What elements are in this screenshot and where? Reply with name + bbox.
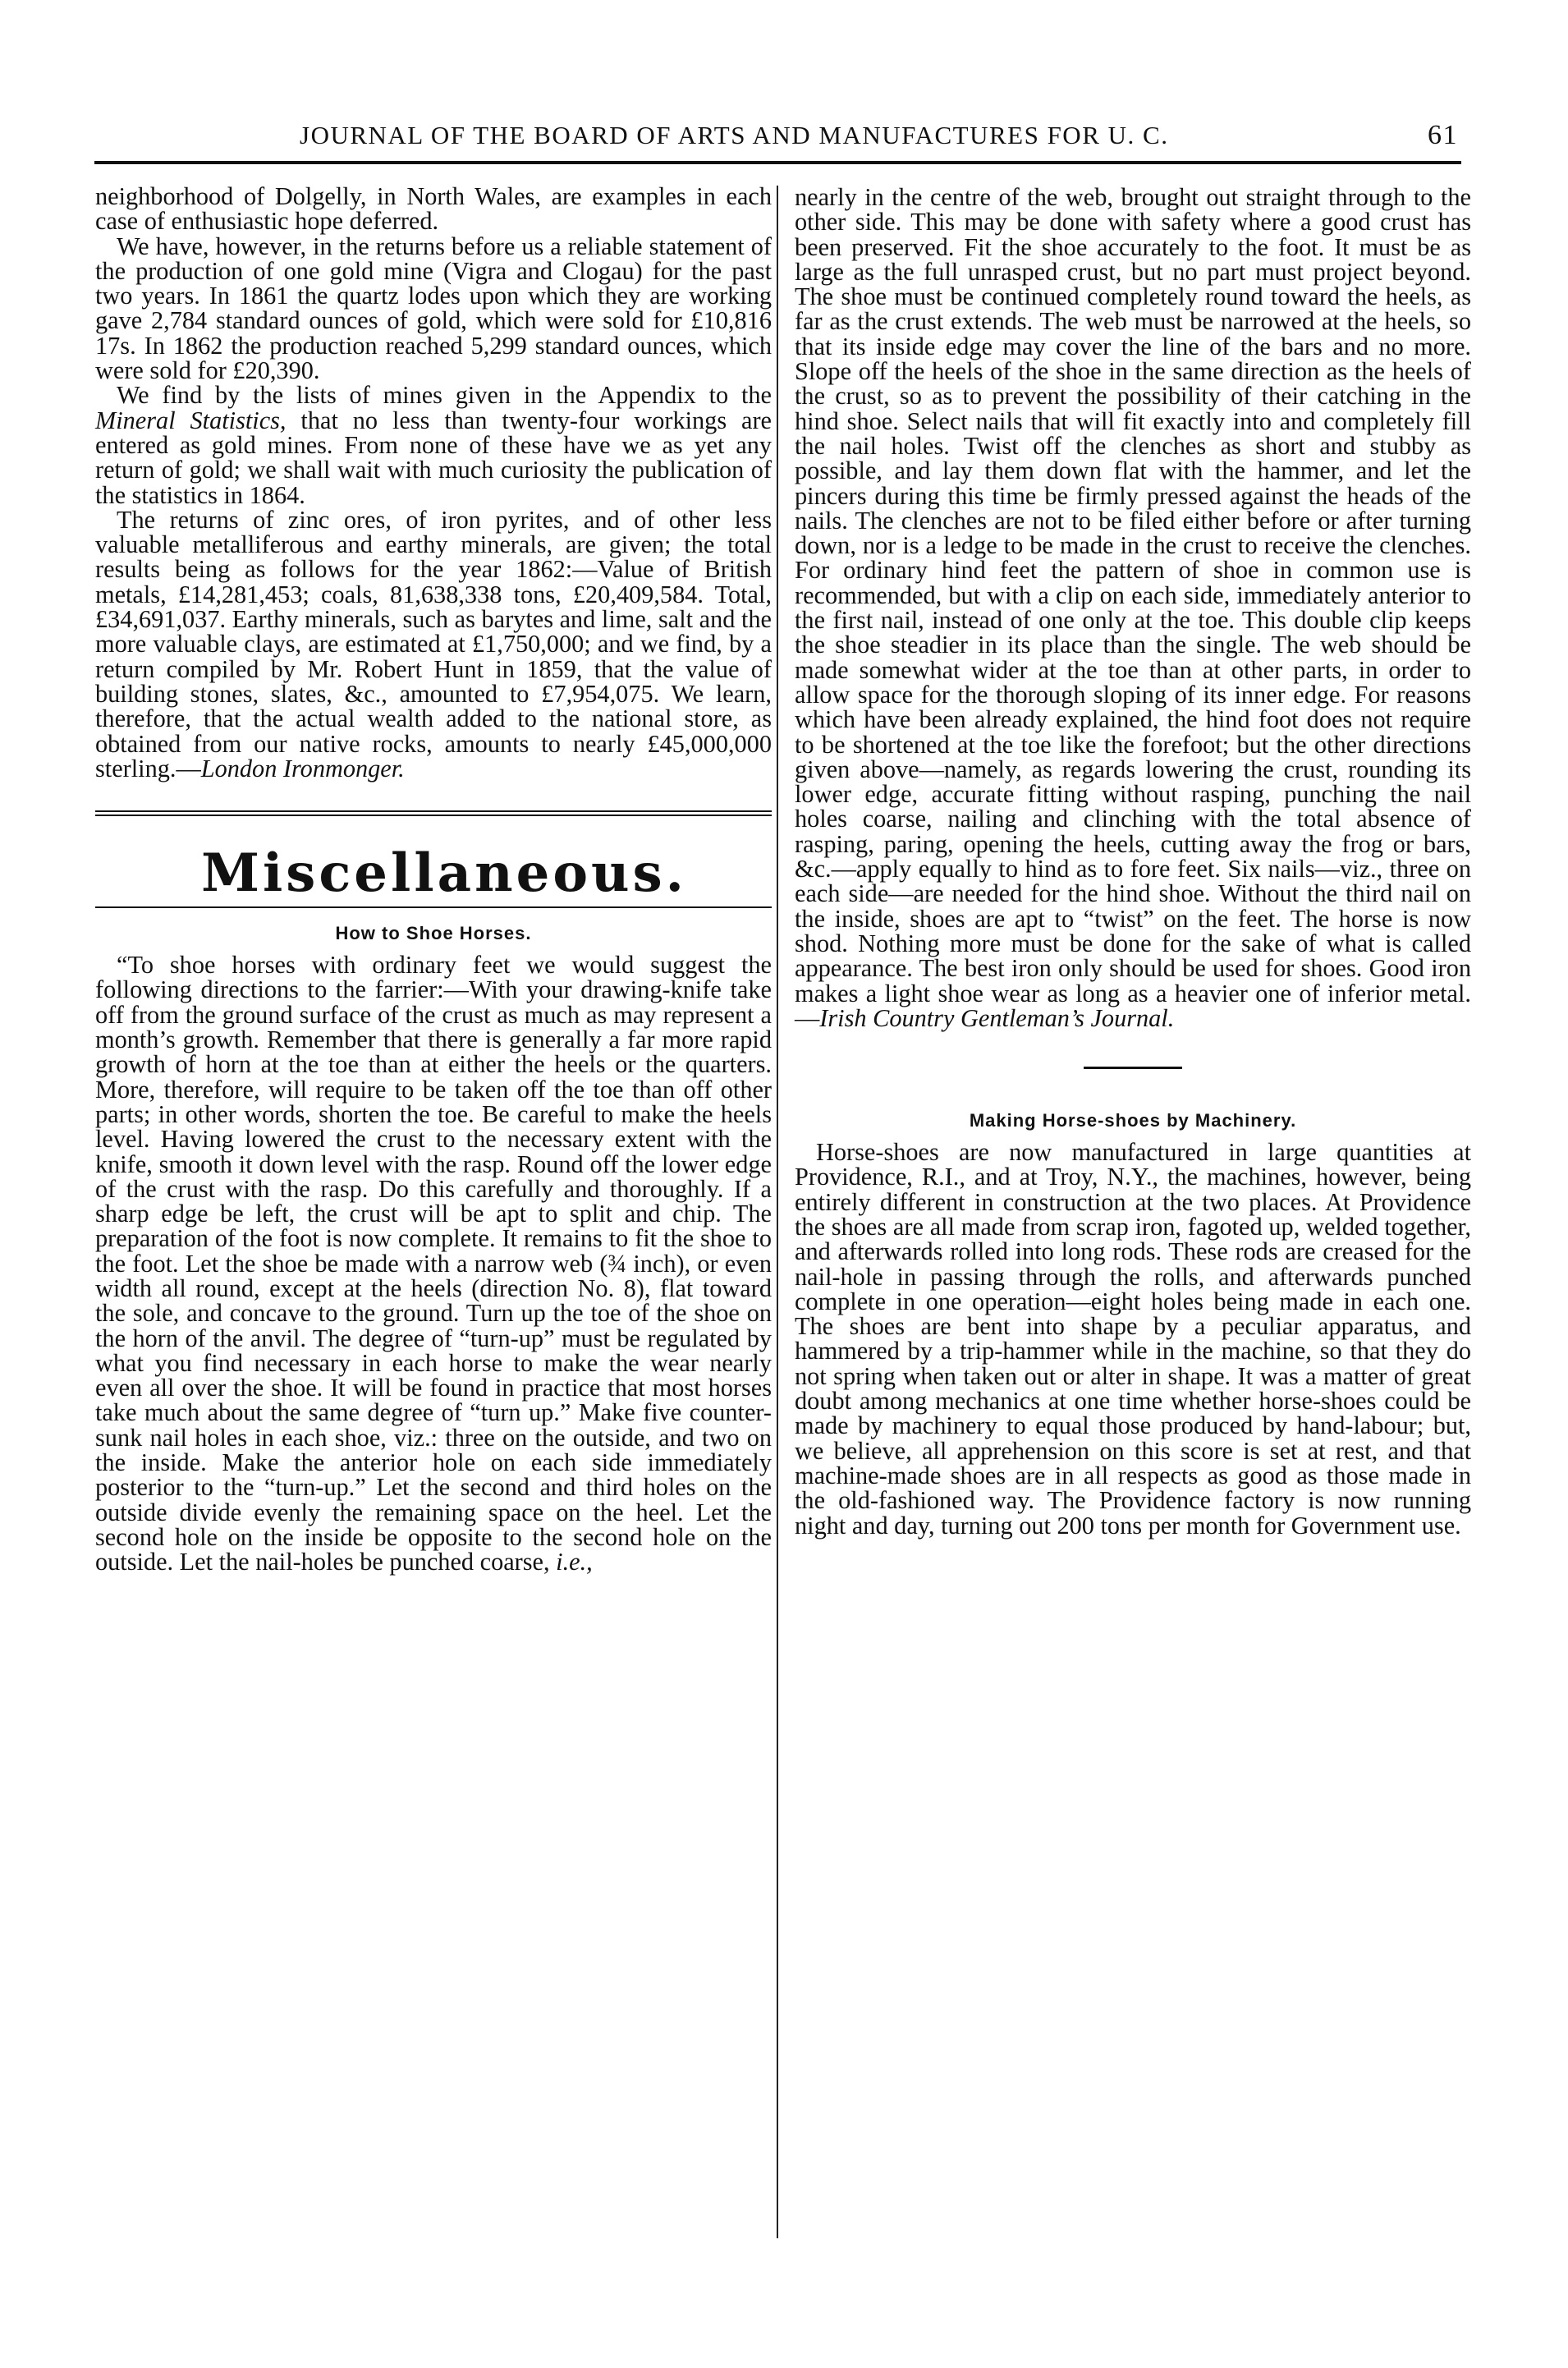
- italic-title: Mineral Statistics,: [95, 406, 287, 434]
- paragraph: We find by the lists of mines given in the Appendix to the Mineral Statistics, that no less than twenty-four workings are entered as gold mines. From none of these have we as yet any return of gold; we shall wait with much curiosity the publication of the statistics in 1864.: [95, 381, 772, 509]
- left-column: [95, 184, 772, 1575]
- paragraph: The returns of zinc ores, of iron pyrites, and of other less valuable metalliferous and earthy minerals, are given; the total results being as follows for the year 1862:—Value of British metals, £14,281,453; coals, 81,638,338 tons, £20,409,584. Total, £34,691,037. Earthy minerals, such as barytes and lime, salt and the more valuable clays, are estimated at £1,750,000; and we find, by a return compiled by Mr. Robert Hunt in 1859, that the value of building stones, slates, &c., amounted to £7,954,075. We learn, therefore, that the actual wealth added to the national store, as obtained from our native rocks, amounts to nearly £45,000,000 sterling.—London Ironmonger.: [95, 505, 772, 782]
- paragraph: nearly in the centre of the web, brought out straight through to the other side. This may be done with safety where a good crust has been preserved. Fit the shoe accurately to the foot. It must be as large as the full unrasped crust, but no part must project beyond. The shoe must be continued completely round toward the heels, as far as the crust extends. The web must be narrowed at the heels, so that its inside edge may cover the line of the bars and no more. Slope off the heels of the shoe in the same direction as the heels of the crust, so as to prevent the possibility of their catching in the hind shoe. Select nails that will fit exactly into and completely fill the nail holes. Twist off the clenches as short and stubby as possible, and lay them down flat with the hammer, and let the pincers during this time be firmly pressed against the heads of the nails. The clenches are not to be filed either before or after turning down, nor is a ledge to be made in the crust to receive the clenches. For ordinary hind feet the pattern of shoe in common use is recommended, but with a clip on each side, immediately anterior to the first nail, instead of one only at the toe. This double clip keeps the shoe steadier in its place than the single. The web should be made somewhat wider at the toe than at other parts, in order to allow space for the thorough sloping of its inner edge. For reasons which have been already explained, the hind foot does not require to be shortened at the toe like the forefoot; but the other directions given above—namely, as regards lowering the crust, rounding its lower edge, accurate fitting without rasping, punching the nail holes coarse, nailing and clinching with the total absence of rasping, paring, opening the heels, cutting away the frog or bars, &c.—apply equally to hind as to fore feet. Six nails—viz., three on each side—are needed for the hind shoe. Without the third nail on the inside, shoes are apt to “twist” on the feet. The horse is now shod. Nothing more must be done for the sake of what is called appearance. The best iron only should be used for shoes. Good iron makes a light shoe wear as long as a heavier one of inferior metal.—Irish Country Gentleman’s Journal.: [795, 183, 1471, 1032]
- column-divider: [777, 186, 778, 2238]
- article-body: Horse-shoes are now manufactured in large quantities at Providence, R.I., and at Troy, N.Y., the machines, however, being entirely different in construction at the two places. At Providence the shoes are all made from scrap iron, fagoted up, welded together, and afterwards rolled into long rods. These rods are creased for the nail-hole in passing through the rolls, and afterwards punched complete in one operation—eight holes being made in each one. The shoes are bent into shape by a peculiar apparatus, and hammered by a trip-hammer while in the machine, so that they do not spring when taken out or alter in shape. It was a matter of great doubt among mechanics at one time whether horse-shoes could be made by machinery to equal those produced by hand-labour; but, we believe, all apprehension on this score is set at rest, and that machine-made shoes are in all respects as good as those made in the old-fashioned way. The Providence factory is now running night and day, turning out 200 tons per month for Government use.: [795, 1138, 1471, 1540]
- paragraph: neighborhood of Dolgelly, in North Wales, are examples in each case of enthusiastic hope deferred.: [95, 182, 772, 236]
- article-heading: Making Horse-shoes by Machinery.: [969, 1110, 1297, 1131]
- journal-title: JOURNAL OF THE BOARD OF ARTS AND MANUFACTURES FOR U. C.: [300, 121, 1169, 149]
- article-heading: How to Shoe Horses.: [335, 923, 532, 944]
- running-header: [94, 117, 1461, 164]
- page-number: 61: [1428, 120, 1458, 150]
- article-body: “To shoe horses with ordinary feet we would suggest the following directions to the farrier:—With your drawing-knife take off from the ground surface of the crust as much as may represent a month’s growth. Remember that there is generally a far more rapid growth of horn at the toe than at either the heels or the quarters. More, therefore, will require to be taken off the toe than off other parts; in other words, shorten the toe. Be careful to make the heels level. Having lowered the crust to the necessary extent with the knife, smooth it down level with the rasp. Round off the lower edge of the crust with the rasp. Do this carefully and thoroughly. If a sharp edge be left, the crust will be apt to split and chip. The preparation of the foot is now complete. It remains to fit the shoe to the foot. Let the shoe be made with a narrow web (¾ inch), or even width all round, except at the heels (direction No. 8), flat toward the sole, and concave to the ground. Turn up the toe of the shoe on the horn of the anvil. The degree of “turn-up” must be regulated by what you find necessary in each horse to make the wear nearly even all over the shoe. It will be found in practice that most horses take much about the same degree of “turn up.” Make five counter-sunk nail holes in each shoe, viz.: three on the outside, and two on the inside. Make the anterior hole on each side immediately posterior to the “turn-up.” Let the second and third holes on the outside divide evenly the remaining space on the heel. Let the second hole on the inside be opposite to the second hole on the outside. Let the nail-holes be punched coarse, i.e.,: [95, 951, 772, 1576]
- heading-rule: [95, 906, 772, 908]
- article-separator: [1084, 1067, 1182, 1069]
- section-title: Miscellaneous.: [201, 842, 687, 905]
- source-citation: Irish Country Gentleman’s Journal.: [819, 1003, 1175, 1032]
- source-citation: London Ironmonger.: [200, 754, 405, 782]
- paragraph: We have, however, in the returns before us a reliable statement of the production of one gold mine (Vigra and Clogau) for the past two years. In 1861 the quartz lodes upon which they are working gave 2,784 standard ounces of gold, which were sold for £10,816 17s. In 1862 the production reached 5,299 standard ounces, which were sold for £20,390.: [95, 232, 772, 385]
- right-column: [795, 185, 1471, 1538]
- section-divider: [95, 810, 772, 816]
